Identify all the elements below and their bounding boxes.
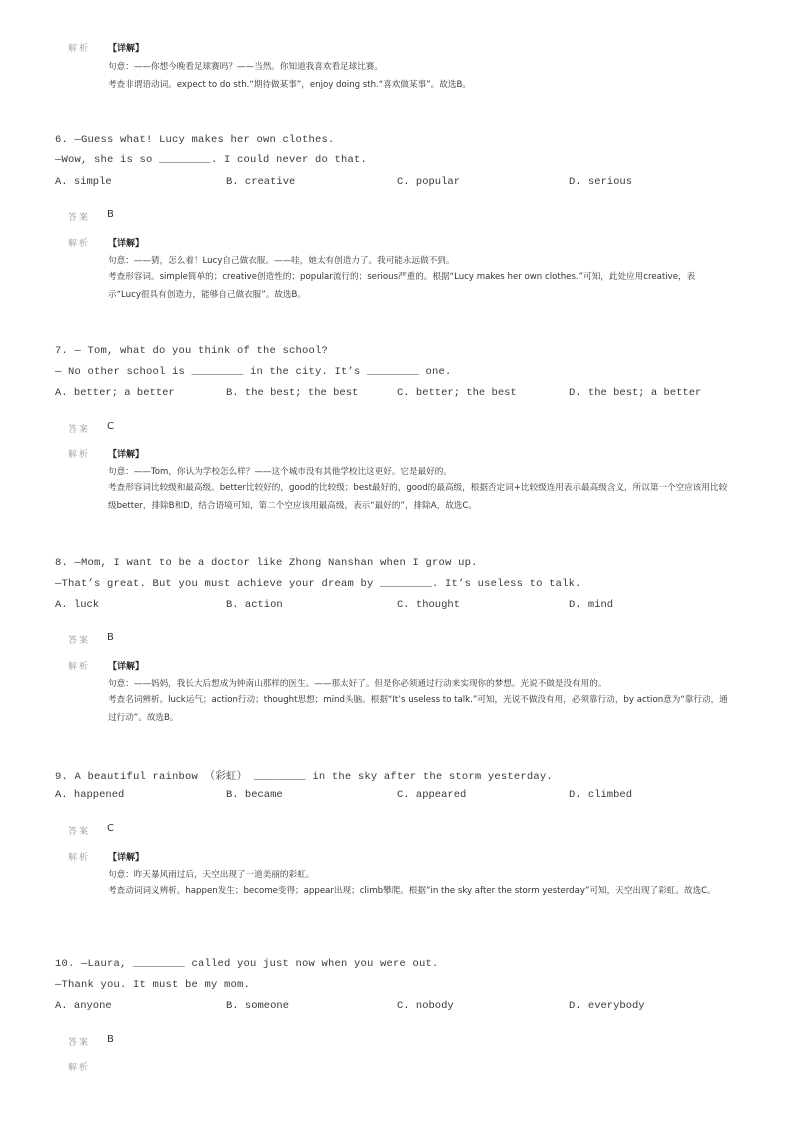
answer-label: 答案: [68, 636, 91, 646]
explanation-paragraph: 考查形容词比较级和最高级。better比较好的，good的比较级；best最好的，good的最高级，根据否定词+比较级连用表示最高级含义，所以第一个空应该用比较级better，排除B和D，结合语境可知，第二个空应该用最高级，表示“最好的”，排除A，故选C。: [108, 483, 728, 511]
explanation-paragraph: 考查名词辨析。luck运气；action行动；thought思想；mind头脑。根据“It’s useless to talk.”可知，光说不做没有用，必须靠行动，by action意为“靠行动，通过行动”。故选B。: [108, 695, 728, 723]
question-8-line-2: —That’s great. But you must achieve your dream by ________. It’s useless to talk.: [55, 578, 582, 590]
answer-value: C: [107, 421, 114, 432]
explanation-line: 句意：——Tom，你认为学校怎么样？——这个城市没有其他学校比这更好。它是最好的。: [108, 467, 452, 477]
option-b[interactable]: B. became: [226, 789, 283, 801]
option-d[interactable]: D. everybody: [569, 1000, 645, 1012]
question-6-line-2: —Wow, she is so ________. I could never do that.: [55, 154, 368, 166]
option-b[interactable]: B. someone: [226, 1000, 290, 1012]
analysis-label: 解析: [68, 239, 91, 249]
detail-label: 【详解】: [108, 662, 145, 672]
option-d[interactable]: D. serious: [569, 176, 633, 188]
explanation-line: 句意：昨天暴风雨过后，天空出现了一道美丽的彩虹。: [108, 870, 315, 880]
detail-label: 【详解】: [108, 853, 145, 863]
question-7-line-1: 7. — Tom, what do you think of the school?: [55, 345, 329, 357]
option-a[interactable]: A. happened: [55, 789, 125, 801]
option-a[interactable]: A. luck: [55, 599, 100, 611]
option-a[interactable]: A. simple: [55, 176, 112, 188]
option-d[interactable]: D. climbed: [569, 789, 633, 801]
question-10-line-2: —Thank you. It must be my mom.: [55, 979, 251, 991]
analysis-label: 解析: [68, 1063, 91, 1073]
detail-label: 【详解】: [108, 44, 145, 54]
option-b[interactable]: B. action: [226, 599, 283, 611]
explanation-line: 句意：——猜，怎么着！Lucy自己做衣服。——哇，她太有创造力了。我可能永远做不到。: [108, 256, 455, 266]
question-7-line-2: — No other school is ________ in the city. It’s ________ one.: [55, 366, 452, 378]
option-c[interactable]: C. appeared: [397, 789, 467, 801]
answer-value: C: [107, 823, 114, 834]
option-c[interactable]: C. thought: [397, 599, 461, 611]
option-a[interactable]: A. anyone: [55, 1000, 112, 1012]
analysis-label: 解析: [68, 44, 91, 54]
answer-label: 答案: [68, 827, 91, 837]
explanation-paragraph: 考查动词词义辨析。happen发生；become变得；appear出现；climb攀爬。根据”in the sky after the storm yesterday”可知，天空出现了彩虹。故选C。: [108, 886, 716, 896]
analysis-label: 解析: [68, 450, 91, 460]
option-d[interactable]: D. mind: [569, 599, 614, 611]
explanation-line: 句意：——妈妈，我长大后想成为钟南山那样的医生。——那太好了。但是你必须通过行动来实现你的梦想。光说不做是没有用的。: [108, 679, 607, 689]
explanation-paragraph: 考查形容词。simple简单的；creative创造性的；popular流行的；serious严重的。根据“Lucy makes her own clothes.”可知，此处应用creative，表示“Lucy很具有创造力，能够自己做衣服”。故选B。: [108, 272, 696, 300]
explanation-line: 句意：——你想今晚看足球赛吗？——当然。你知道我喜欢看足球比赛。: [108, 62, 384, 72]
option-c[interactable]: C. popular: [397, 176, 461, 188]
answer-label: 答案: [68, 213, 91, 223]
question-10-line-1: 10. —Laura, ________ called you just now when you were out.: [55, 958, 439, 970]
option-b[interactable]: B. the best; the best: [226, 387, 359, 399]
question-8-line-1: 8. —Mom, I want to be a doctor like Zhong Nanshan when I grow up.: [55, 557, 478, 569]
answer-label: 答案: [68, 425, 91, 435]
question-9-line-1: 9. A beautiful rainbow （彩虹） ________ in the sky after the storm yesterday.: [55, 771, 553, 783]
analysis-label: 解析: [68, 662, 91, 672]
answer-value: B: [107, 632, 114, 643]
option-b[interactable]: B. creative: [226, 176, 296, 188]
option-c[interactable]: C. nobody: [397, 1000, 454, 1012]
option-a[interactable]: A. better; a better: [55, 387, 175, 399]
option-d[interactable]: D. the best; a better: [569, 387, 702, 399]
option-c[interactable]: C. better; the best: [397, 387, 517, 399]
question-6-line-1: 6. —Guess what! Lucy makes her own clothes.: [55, 134, 335, 146]
detail-label: 【详解】: [108, 239, 145, 249]
answer-label: 答案: [68, 1038, 91, 1048]
answer-value: B: [107, 1034, 114, 1045]
explanation-line: 考查非谓语动词。expect to do sth.“期待做某事”，enjoy doing sth.“喜欢做某事”。故选B。: [108, 80, 471, 90]
answer-value: B: [107, 209, 114, 220]
detail-label: 【详解】: [108, 450, 145, 460]
analysis-label: 解析: [68, 853, 91, 863]
